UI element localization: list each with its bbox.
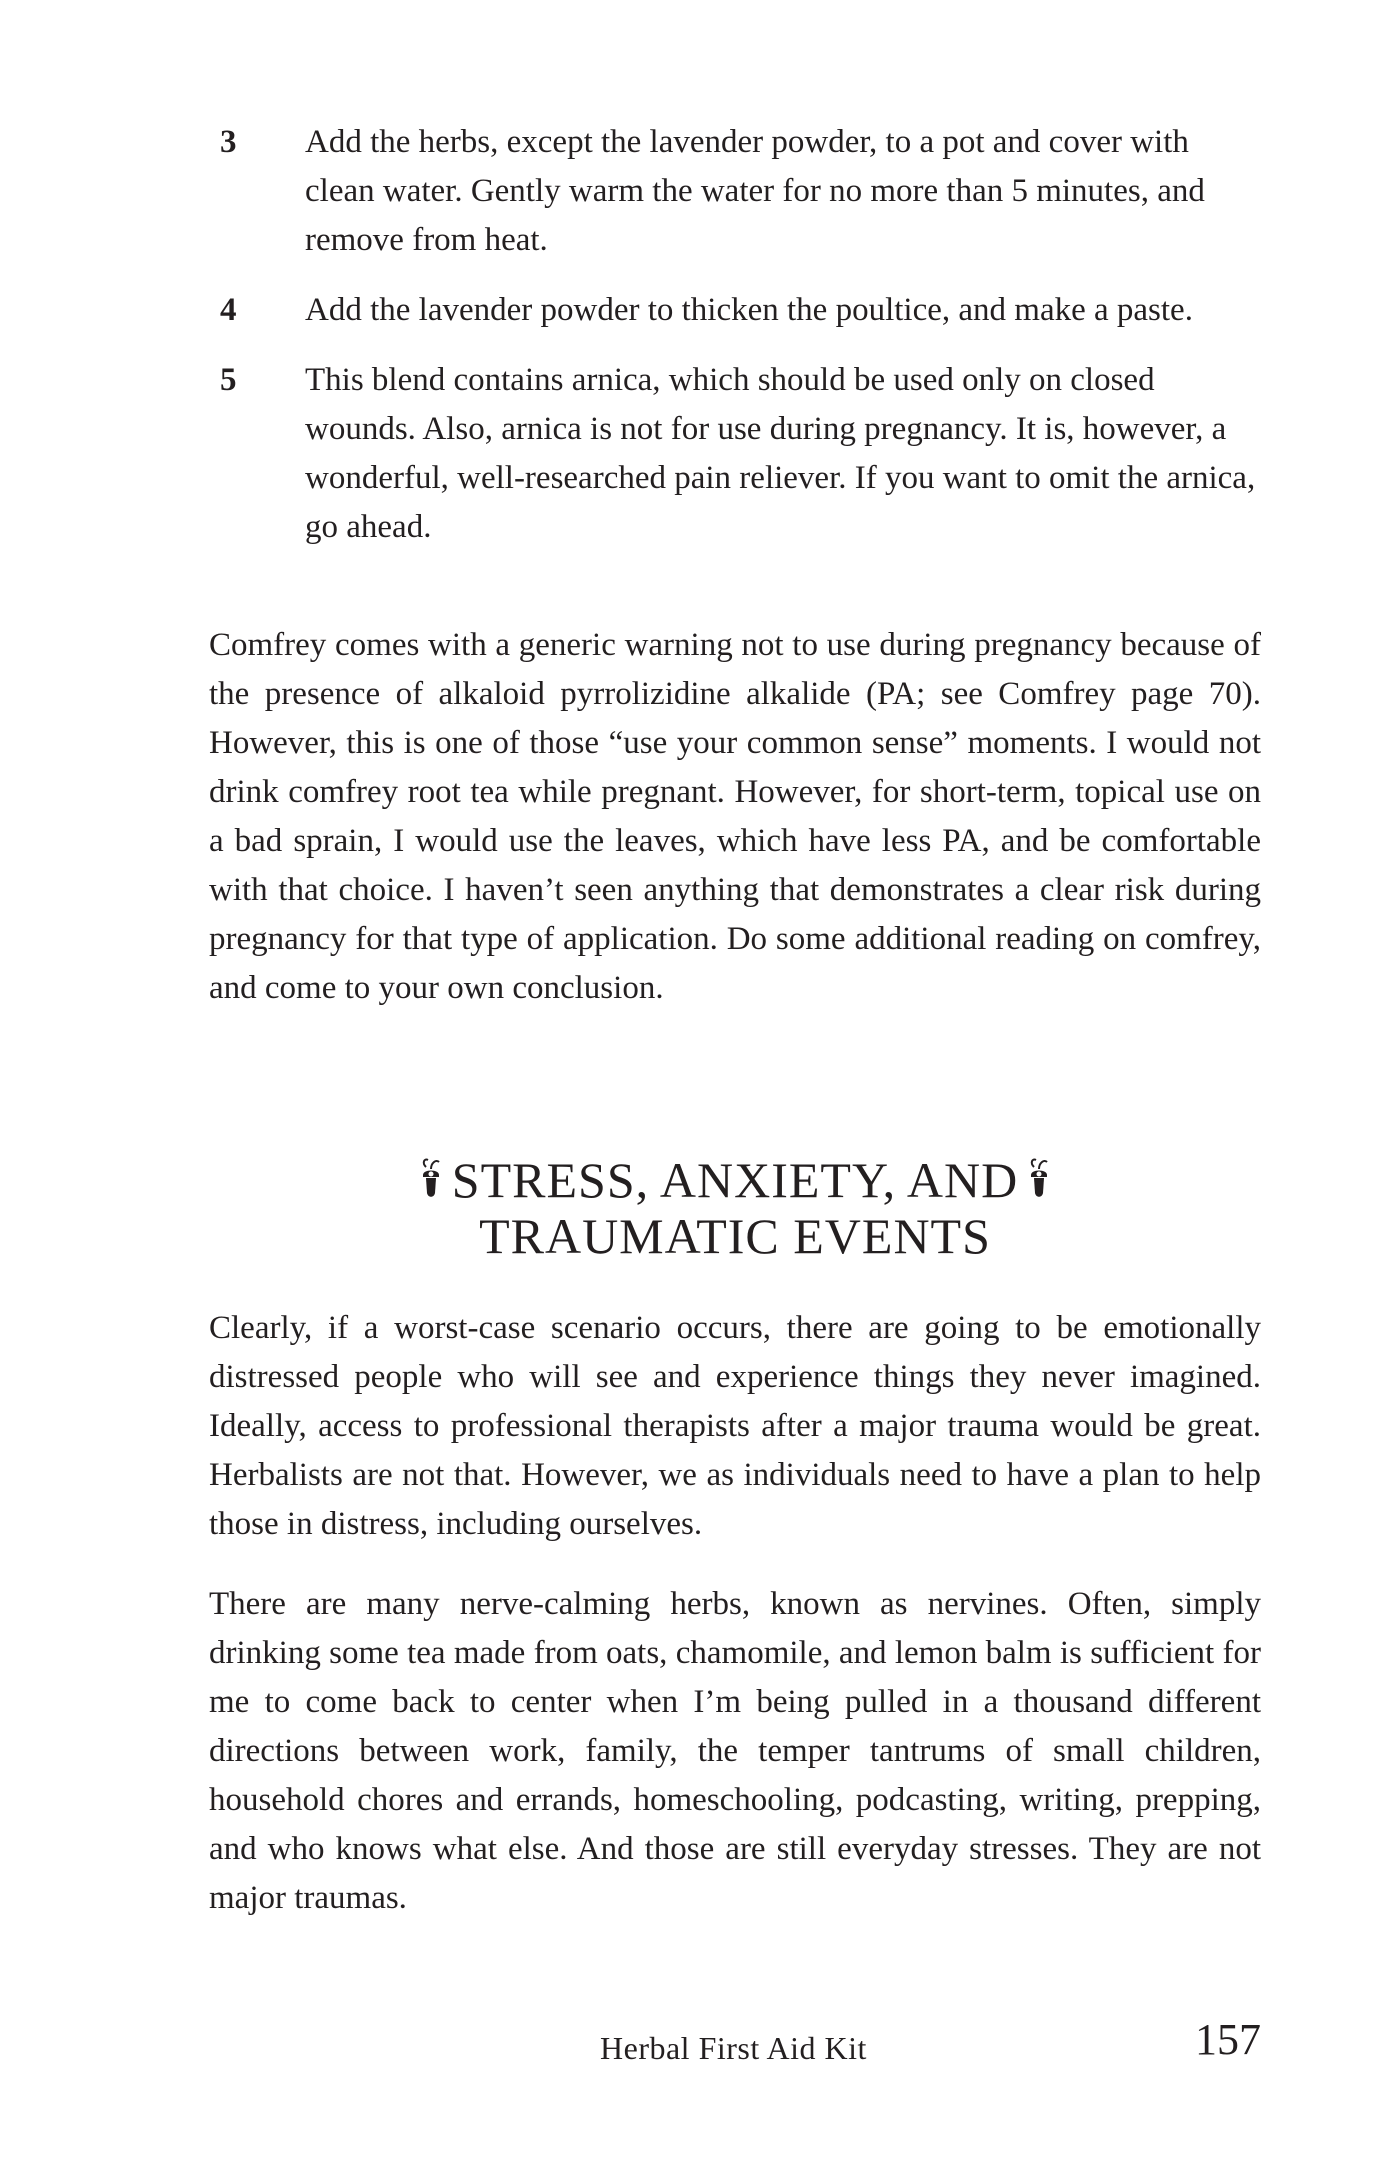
step-text: Add the herbs, except the lavender powder, to a pot and cover with clean water. Gently warm the water for no more than 5 minutes, and remove from heat. [305,124,1205,258]
acorn-ornament-icon [1028,1157,1050,1201]
step-text: Add the lavender powder to thicken the poultice, and make a paste. [305,292,1193,328]
step-number: 3 [220,124,237,160]
step-item [220,356,1260,552]
running-footer-title: Herbal First Aid Kit [600,2030,867,2066]
step-number: 5 [220,362,237,398]
comfrey-paragraph: Comfrey comes with a generic warning not to use during pregnancy because of the presence of alkaloid pyrrolizidine alkalide (PA; see Comfrey page 70). However, this is one of those “use your common sense” moments. I would not drink comfrey root tea while pregnant. However, for short-term, topical use on a bad sprain, I would use the leaves, which have less PA, and be comfortable with that choice. I haven’t seen anything that demonstrates a clear risk during pregnancy for that type of application. Do some additional reading on comfrey, and come to your own conclusion. [209,627,1261,1006]
page-number: 157 [1195,2015,1261,2064]
nervines-paragraph: There are many nerve-calming herbs, known as nervines. Often, simply drinking some tea made from oats, chamomile, and lemon balm is sufficient for me to come back to center when I’m being pulled in a thousand different directions between work, family, the temper tantrums of small children, household chores and errands, homeschooling, podcasting, writing, prepping, and who knows what else. And those are still everyday stresses. They are not major traumas. [209,1586,1261,1916]
numbered-steps-list [220,118,1260,573]
heading-line-1 [209,1152,1261,1208]
section-heading [209,1152,1261,1264]
heading-text-line-1: STRESS, ANXIETY, AND [451,1152,1019,1208]
step-text: This blend contains arnica, which should be used only on closed wounds. Also, arnica is not for use during pregnancy. It is, however, a wonderful, well-researched pain reliever. If you want to omit the arnica, go ahead. [305,362,1256,545]
step-item [220,286,1260,335]
heading-line-2: TRAUMATIC EVENTS [479,1208,991,1264]
trauma-intro-paragraph: Clearly, if a worst-case scenario occurs, there are going to be emotionally distressed people who will see and experience things they never imagined. Ideally, access to professional therapists after a major trauma would be great. Herbalists are not that. However, we as individuals need to have a plan to help those in distress, including ourselves. [209,1310,1261,1542]
acorn-ornament-icon [420,1157,442,1201]
step-number: 4 [220,292,237,328]
step-item [220,118,1260,265]
page-footer [209,2012,1261,2072]
